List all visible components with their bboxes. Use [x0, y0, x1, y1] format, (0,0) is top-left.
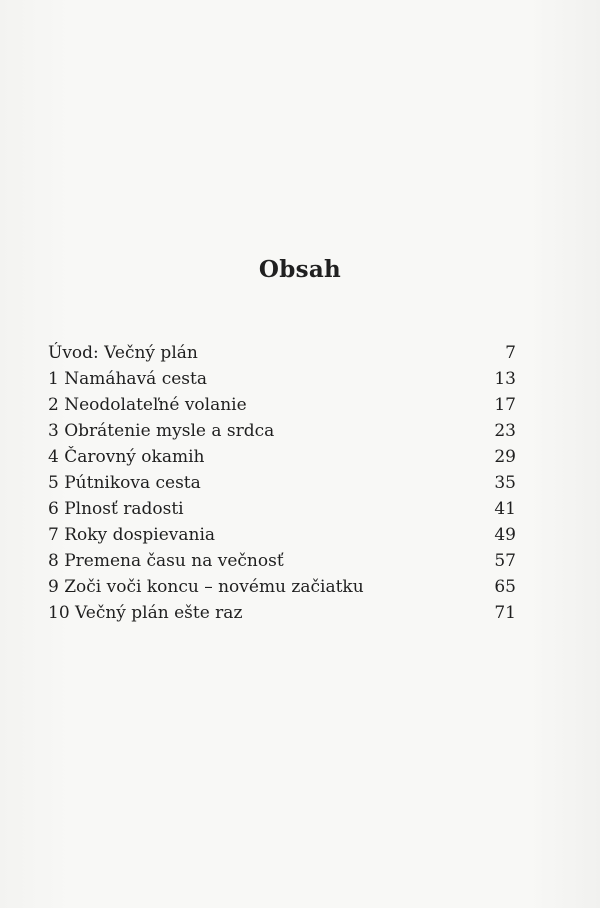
toc-entry — [48, 340, 516, 366]
toc-entry-page: 29 — [494, 447, 516, 467]
toc-entry-page: 65 — [494, 577, 516, 597]
toc-entry-label: 8 Premena času na večnosť — [48, 551, 284, 571]
toc-entry — [48, 600, 516, 626]
toc-entry — [48, 496, 516, 522]
page-title: Obsah — [258, 256, 342, 283]
toc-entry-page: 57 — [494, 551, 516, 571]
toc-entry-page: 71 — [494, 603, 516, 623]
toc-entry-label: 10 Večný plán ešte raz — [48, 603, 243, 623]
toc-entry-label: 7 Roky dospievania — [48, 525, 216, 545]
table-of-contents — [48, 340, 516, 626]
toc-entry-page: 17 — [494, 395, 516, 415]
toc-entry-label: 9 Zoči voči koncu – novému začiatku — [48, 577, 364, 597]
toc-entry-label: 3 Obrátenie mysle a srdca — [48, 421, 275, 441]
toc-entry-page: 7 — [505, 343, 516, 363]
toc-entry — [48, 418, 516, 444]
toc-entry-page: 35 — [494, 473, 516, 493]
toc-entry — [48, 444, 516, 470]
toc-entry — [48, 470, 516, 496]
toc-entry — [48, 366, 516, 392]
toc-entry-label: 2 Neodolateľné volanie — [48, 395, 247, 415]
toc-entry — [48, 548, 516, 574]
toc-entry — [48, 392, 516, 418]
toc-entry-label: 4 Čarovný okamih — [48, 447, 205, 467]
toc-entry-label: Úvod: Večný plán — [48, 343, 198, 363]
toc-entry-page: 13 — [494, 369, 516, 389]
toc-entry-label: 1 Namáhavá cesta — [48, 369, 207, 389]
toc-entry-label: 6 Plnosť radosti — [48, 499, 184, 519]
toc-entry-page: 41 — [494, 499, 516, 519]
toc-entry-label: 5 Pútnikova cesta — [48, 473, 201, 493]
toc-entry-page: 23 — [494, 421, 516, 441]
toc-entry — [48, 522, 516, 548]
toc-entry — [48, 574, 516, 600]
toc-entry-page: 49 — [494, 525, 516, 545]
